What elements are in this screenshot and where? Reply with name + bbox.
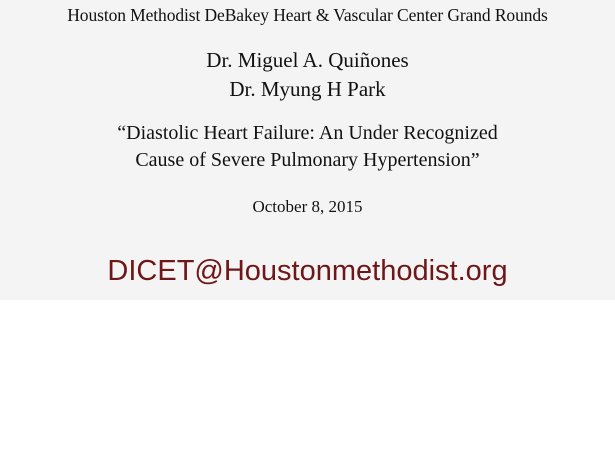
contact-email: DICET@Houstonmethodist.org xyxy=(107,255,508,287)
grand-rounds-header: Houston Methodist DeBakey Heart & Vascular Center Grand Rounds xyxy=(67,5,548,25)
speaker-name: Dr. Myung H Park xyxy=(229,77,386,101)
talk-title-line: Cause of Severe Pulmonary Hypertension” xyxy=(135,149,480,171)
talk-title-line: “Diastolic Heart Failure: An Under Recognized xyxy=(117,122,498,144)
talk-date: October 8, 2015 xyxy=(252,197,363,216)
speaker-name: Dr. Miguel A. Quiñones xyxy=(206,48,409,72)
